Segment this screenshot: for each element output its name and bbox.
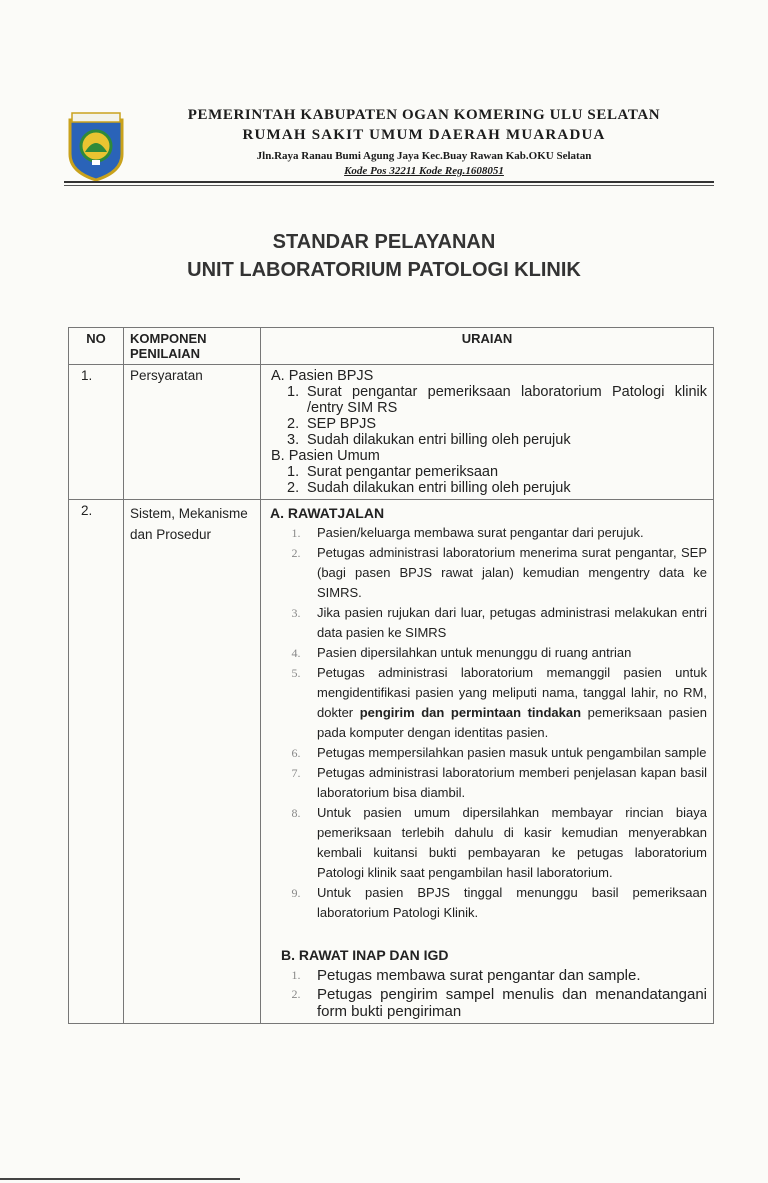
list-item: 1. Petugas membawa surat pengantar dan sample. [291, 967, 641, 984]
list-item: 1. Surat pengantar pemeriksaan laboratorium Patologi klinik /entry SIM RS [287, 384, 707, 416]
header-komponen: KOMPONEN PENILAIAN [124, 328, 261, 365]
list-item: 2. Sudah dilakukan entri billing oleh perujuk [287, 480, 571, 496]
list-item: 3. Sudah dilakukan entri billing oleh perujuk [287, 432, 571, 448]
service-standard-table [68, 327, 714, 1024]
list-item: 2. SEP BPJS [287, 416, 377, 432]
row-description [261, 500, 714, 1024]
table-header-row [69, 328, 714, 365]
list-item: 6. Petugas mempersilahkan pasien masuk untuk pengambilan sample [291, 745, 707, 760]
table-row [69, 500, 714, 1024]
section-label: A. Pasien BPJS [271, 368, 374, 384]
list-item: 2. Petugas pengirim sampel menulis dan menandatangani form bukti pengiriman [291, 986, 707, 1020]
list-item: 2. Petugas administrasi laboratorium menerima surat pengantar, SEP (bagi pasen BPJS rawat jalan) kemudian mengentry data ke SIMRS. [291, 545, 707, 600]
page-bottom-rule [0, 1178, 240, 1180]
row-number: 2. [69, 500, 124, 1024]
title-line-2: UNIT LABORATORIUM PATOLOGI KLINIK [187, 259, 581, 281]
letterhead [64, 104, 714, 184]
header-no: NO [69, 328, 124, 365]
list-item: 3. Jika pasien rujukan dari luar, petugas administrasi melakukan entri data pasien ke SIMRS [291, 605, 707, 640]
list-item: 9. Untuk pasien BPJS tinggal menunggu basil pemeriksaan laboratorium Patologi Klinik. [291, 885, 707, 920]
section-label: B. Pasien Umum [271, 448, 380, 464]
list-item: 4. Pasien dipersilahkan untuk menunggu di ruang antrian [291, 645, 632, 660]
regency-emblem-icon [66, 110, 126, 182]
letterhead-divider [64, 181, 714, 183]
letterhead-postal-code: Kode Pos 32211 Kode Reg.1608051 [344, 165, 504, 177]
section-label: B. RAWAT INAP DAN IGD [281, 947, 449, 963]
letterhead-government: PEMERINTAH KABUPATEN OGAN KOMERING ULU SELATAN [187, 107, 661, 123]
row-component: Sistem, Mekanisme dan Prosedur [124, 500, 261, 1024]
row-component: Persyaratan [124, 365, 261, 500]
document-title [0, 228, 768, 284]
row-description [261, 365, 714, 500]
table-row [69, 365, 714, 500]
letterhead-divider-thin [64, 185, 714, 186]
header-uraian: URAIAN [261, 328, 714, 365]
list-item: 8. Untuk pasien umum dipersilahkan membayar rincian biaya pemeriksaan terlebih dahulu di kasir kemudian menyerabkan kembali kuitansi bukti pembayaran ke petugas laboratorium Patologi klinik saat pengambilan hasil laboratorium. [291, 805, 707, 880]
list-item: 7. Petugas administrasi laboratorium memberi penjelasan kapan basil laboratorium bisa diambil. [291, 765, 707, 800]
list-item: 1. Surat pengantar pemeriksaan [287, 464, 499, 480]
section-label: A. RAWATJALAN [270, 505, 385, 521]
title-line-1: STANDAR PELAYANAN [272, 231, 496, 253]
list-item: 1. Pasien/keluarga membawa surat pengantar dari perujuk. [291, 525, 644, 540]
row-number: 1. [69, 365, 124, 500]
list-item: 5. Petugas administrasi laboratorium memanggil pasien untuk mengidentifikasi pasien yang meliputi nama, tanggal lahir, no RM, dokter pengirim dan permintaan tindakan pemeriksaan pasien pada komputer dengan identitas pasien. [291, 665, 707, 740]
letterhead-hospital: RUMAH SAKIT UMUM DAERAH MUARADUA [242, 127, 606, 143]
letterhead-address: Jln.Raya Ranau Bumi Agung Jaya Kec.Buay Rawan Kab.OKU Selatan [256, 150, 592, 162]
